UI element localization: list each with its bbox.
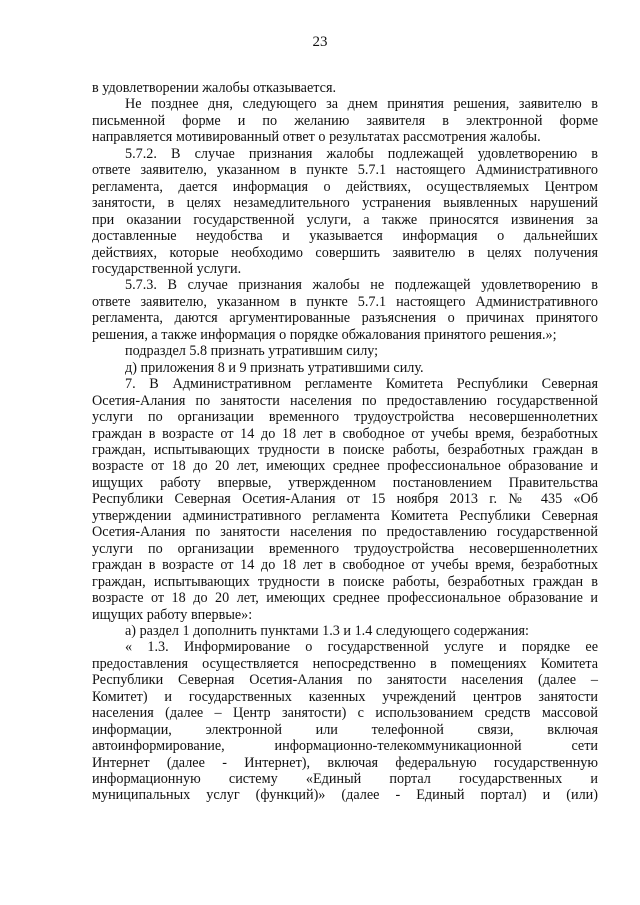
- text-line: направляется мотивированный ответ о результатах рассмотрения жалобы.: [92, 129, 541, 146]
- text-line: Не позднее дня, следующего за днем принятия решения, заявителю в: [125, 96, 598, 113]
- text-line: граждан в возрасте от 14 до 18 лет в свободное от учебы время, безработных: [92, 425, 598, 442]
- text-line: возрасте от 18 до 20 лет, имеющих среднее профессиональное образование и: [92, 590, 598, 607]
- text-line: информационную систему «Единый портал государственных и: [92, 771, 598, 788]
- text-line: Комитет) и государственных казенных учреждений центров занятости: [92, 688, 598, 705]
- text-line: Республики Северная Осетия-Алания по занятости населения (далее –: [92, 672, 598, 689]
- text-line: услуги по организации временного трудоустройства несовершеннолетних: [92, 409, 598, 426]
- document-body: [92, 80, 598, 804]
- text-line: регламента, даются аргументированные разъяснения о причинах принятого: [92, 310, 598, 327]
- text-line: д) приложения 8 и 9 признать утратившими силу.: [125, 359, 424, 376]
- text-line: письменной форме и по желанию заявителя в электронной форме: [92, 112, 598, 129]
- text-line: Республики Северная Осетия-Алания от 15 ноября 2013 г. № 435 «Об: [92, 491, 598, 508]
- text-line: действиях, которые необходимо совершить заявителю в целях получения: [92, 244, 598, 261]
- text-line: ищущих работу впервые»:: [92, 606, 253, 623]
- text-line: ответе заявителю, указанном в пункте 5.7.1 настоящего Административного: [92, 162, 598, 179]
- text-line: 5.7.3. В случае признания жалобы не подлежащей удовлетворению в: [125, 277, 598, 294]
- text-line: занятости, в целях незамедлительного устранения выявленных нарушений: [92, 195, 598, 212]
- text-line: Осетия-Алания по занятости населения по предоставлению государственной: [92, 392, 598, 409]
- text-line: 7. В Административном регламенте Комитета Республики Северная: [125, 376, 598, 393]
- text-line: ответе заявителю, указанном в пункте 5.7.1 настоящего Административного: [92, 293, 598, 310]
- text-line: граждан, испытывающих трудности в поиске работы, безработных граждан в: [92, 573, 598, 590]
- text-line: Интернет (далее - Интернет), включая федеральную государственную: [92, 754, 598, 771]
- page-number: 23: [312, 34, 328, 50]
- text-line: « 1.3. Информирование о государственной услуге и порядке ее: [125, 639, 598, 656]
- text-line: в удовлетворении жалобы отказывается.: [92, 80, 337, 96]
- text-line: муниципальных услуг (функций)» (далее - Единый портал) и (или): [92, 787, 598, 804]
- text-line: информации, электронной или телефонной связи, включая: [92, 721, 598, 738]
- text-line: граждан, испытывающих трудности в поиске работы, безработных граждан в: [92, 441, 598, 458]
- text-line: при оказании государственной услуги, а также приносятся извинения за: [92, 211, 598, 228]
- text-line: граждан в возрасте от 14 до 18 лет в свободное от учебы время, безработных: [92, 557, 598, 574]
- text-line: услуги по организации временного трудоустройства несовершеннолетних: [92, 540, 598, 557]
- text-line: 5.7.2. В случае признания жалобы подлежащей удовлетворению в: [125, 145, 598, 162]
- text-line: государственной услуги.: [92, 260, 242, 277]
- text-line: предоставления осуществляется непосредственно в помещениях Комитета: [92, 655, 598, 672]
- text-line: Осетия-Алания по занятости населения по предоставлению государственной: [92, 524, 598, 541]
- text-line: автоинформирование, информационно-телекоммуникационной сети: [92, 738, 598, 755]
- text-line: доставленные неудобства и указывается информация о дальнейших: [92, 228, 598, 245]
- text-line: населения (далее – Центр занятости) с использованием средств массовой: [92, 705, 598, 722]
- text-line: ищущих работу впервые, утвержденном постановлением Правительства: [92, 474, 598, 491]
- text-line: а) раздел 1 дополнить пунктами 1.3 и 1.4 следующего содержания:: [125, 622, 529, 639]
- text-line: возрасте от 18 до 20 лет, имеющих среднее профессиональное образование и: [92, 458, 598, 475]
- text-line: подраздел 5.8 признать утратившим силу;: [125, 343, 379, 360]
- text-line: утверждении административного регламента Комитета Республики Северная: [92, 507, 598, 524]
- text-line: регламента, дается информация о действиях, осуществляемых Центром: [92, 178, 598, 195]
- text-line: решения, а также информация о порядке обжалования принятого решения.»;: [92, 326, 557, 343]
